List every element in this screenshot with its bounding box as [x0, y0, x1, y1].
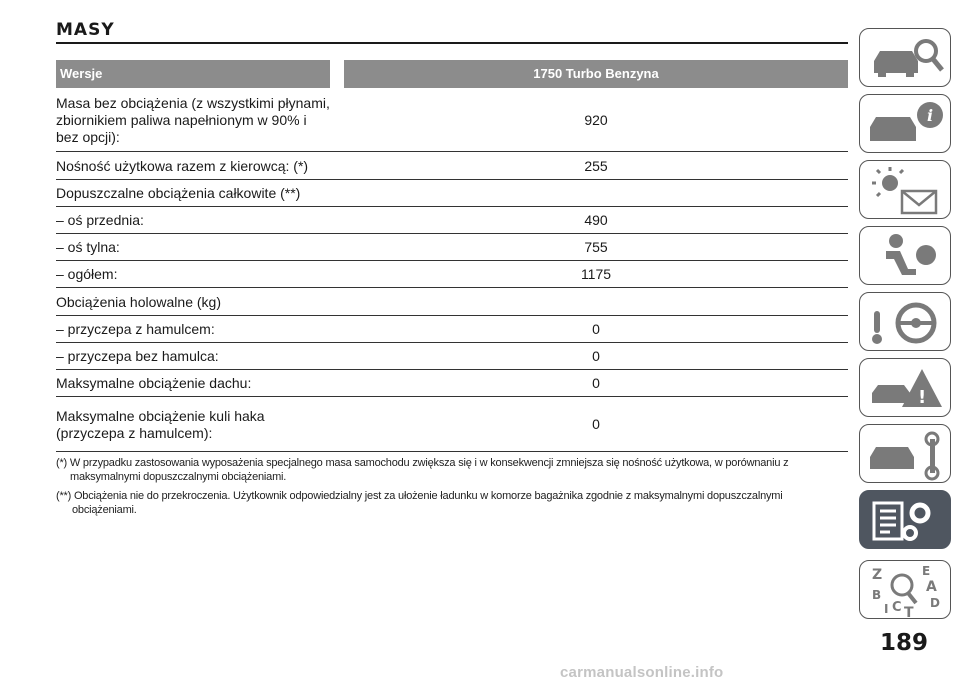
tab-starting-driving[interactable] — [859, 292, 951, 351]
svg-text:T: T — [904, 605, 914, 620]
warning-lights-icon — [860, 161, 952, 220]
table-row — [56, 180, 848, 207]
table-row — [56, 207, 848, 234]
technical-data-icon — [860, 491, 952, 550]
footnote — [56, 489, 836, 517]
table-row — [56, 288, 848, 316]
row-value: 755 — [584, 239, 608, 255]
starting-driving-icon — [860, 293, 952, 352]
row-label — [56, 185, 346, 202]
svg-text:E: E — [922, 564, 931, 578]
table-row — [56, 316, 848, 343]
table-row — [56, 397, 848, 452]
row-label — [56, 95, 346, 146]
tab-car-maintenance[interactable] — [859, 424, 951, 483]
row-value: 0 — [592, 348, 600, 364]
emergency-icon — [860, 359, 952, 418]
row-label-line: – oś tylna: — [56, 239, 120, 255]
seat-airbag-icon — [860, 227, 952, 286]
table-row — [56, 370, 848, 397]
row-label-line: Dopuszczalne obciążenia całkowite (**) — [56, 185, 301, 201]
row-label — [56, 212, 346, 229]
table-row — [56, 89, 848, 152]
row-value: 1175 — [580, 266, 612, 282]
row-label — [56, 321, 346, 338]
row-label-line: Obciążenia holowalne (kg) — [56, 294, 221, 310]
row-label — [56, 348, 346, 365]
row-label — [56, 375, 346, 392]
section-title: MASY — [56, 20, 115, 40]
row-value: 0 — [592, 375, 600, 391]
row-label-line: zbiornikiem paliwa napełnionym w 90% i — [56, 112, 307, 128]
footnotes — [56, 456, 836, 522]
car-maintenance-icon — [860, 425, 952, 484]
tab-technical-data[interactable] — [859, 490, 951, 549]
row-value: 0 — [592, 416, 600, 432]
tab-seat-airbag[interactable] — [859, 226, 951, 285]
tab-warning-lights[interactable] — [859, 160, 951, 219]
tab-car-search[interactable] — [859, 28, 951, 87]
table-header-engine: 1750 Turbo Benzyna — [344, 60, 848, 88]
table-row — [56, 234, 848, 261]
watermark: carmanualsonline.info — [560, 664, 724, 681]
table-header-versions: Wersje — [56, 60, 330, 88]
table-row — [56, 343, 848, 370]
car-search-icon — [860, 29, 952, 88]
svg-text:C: C — [892, 600, 902, 615]
svg-text:D: D — [930, 596, 940, 610]
tab-emergency[interactable] — [859, 358, 951, 417]
footnote-mark: (*) — [56, 457, 68, 469]
row-label — [56, 158, 346, 175]
svg-text:I: I — [884, 602, 889, 616]
row-label-line: – ogółem: — [56, 266, 118, 282]
car-info-icon — [860, 95, 952, 154]
row-label — [56, 239, 346, 256]
svg-text:Z: Z — [872, 567, 883, 583]
row-label-line: Maksymalne obciążenie dachu: — [56, 375, 252, 391]
row-label — [56, 266, 346, 283]
row-label — [56, 408, 346, 442]
row-label-line: Maksymalne obciążenie kuli haka — [56, 408, 265, 424]
row-label-line: bez opcji): — [56, 129, 120, 145]
alphabetical-index-icon — [860, 561, 952, 620]
svg-text:!: ! — [918, 387, 927, 408]
footnote-text-cont: obciążeniami. — [72, 504, 137, 516]
tab-alphabetical-index[interactable] — [859, 560, 951, 619]
row-label-line: Masa bez obciążenia (z wszystkimi płynami, — [56, 95, 330, 111]
table-row — [56, 261, 848, 288]
row-label-line: Nośność użytkowa razem z kierowcą: (*) — [56, 158, 309, 174]
footnote-text-cont: maksymalnymi dopuszczalnymi obciążeniami. — [70, 471, 287, 483]
row-value: 490 — [584, 212, 608, 228]
table-row — [56, 152, 848, 180]
svg-text:B: B — [872, 588, 882, 602]
row-value: 920 — [584, 112, 608, 128]
row-label-line: (przyczepa z hamulcem): — [56, 425, 213, 441]
tab-car-info[interactable] — [859, 94, 951, 153]
row-value: 0 — [592, 321, 600, 337]
svg-text:A: A — [926, 579, 937, 595]
page-number: 189 — [879, 630, 928, 656]
footnote-mark: (**) — [56, 490, 72, 502]
footnote-text: W przypadku zastosowania wyposażenia specjalnego masa samochodu zwiększa się i w konsekwencji zmniejsza się nośność użytkowa, w porównaniu z — [69, 457, 789, 469]
footnote — [56, 456, 836, 484]
svg-text:i: i — [927, 106, 934, 125]
row-value: 255 — [584, 158, 608, 174]
row-label-line: – oś przednia: — [56, 212, 144, 228]
title-divider — [56, 42, 848, 44]
footnote-text: Obciążenia nie do przekroczenia. Użytkownik odpowiedzialny jest za ułożenie ładunku w komorze bagażnika zgodnie z maksymalnymi dopuszczalnymi — [73, 490, 783, 502]
row-label — [56, 294, 346, 311]
row-label-line: – przyczepa z hamulcem: — [56, 321, 215, 337]
row-label-line: – przyczepa bez hamulca: — [56, 348, 219, 364]
